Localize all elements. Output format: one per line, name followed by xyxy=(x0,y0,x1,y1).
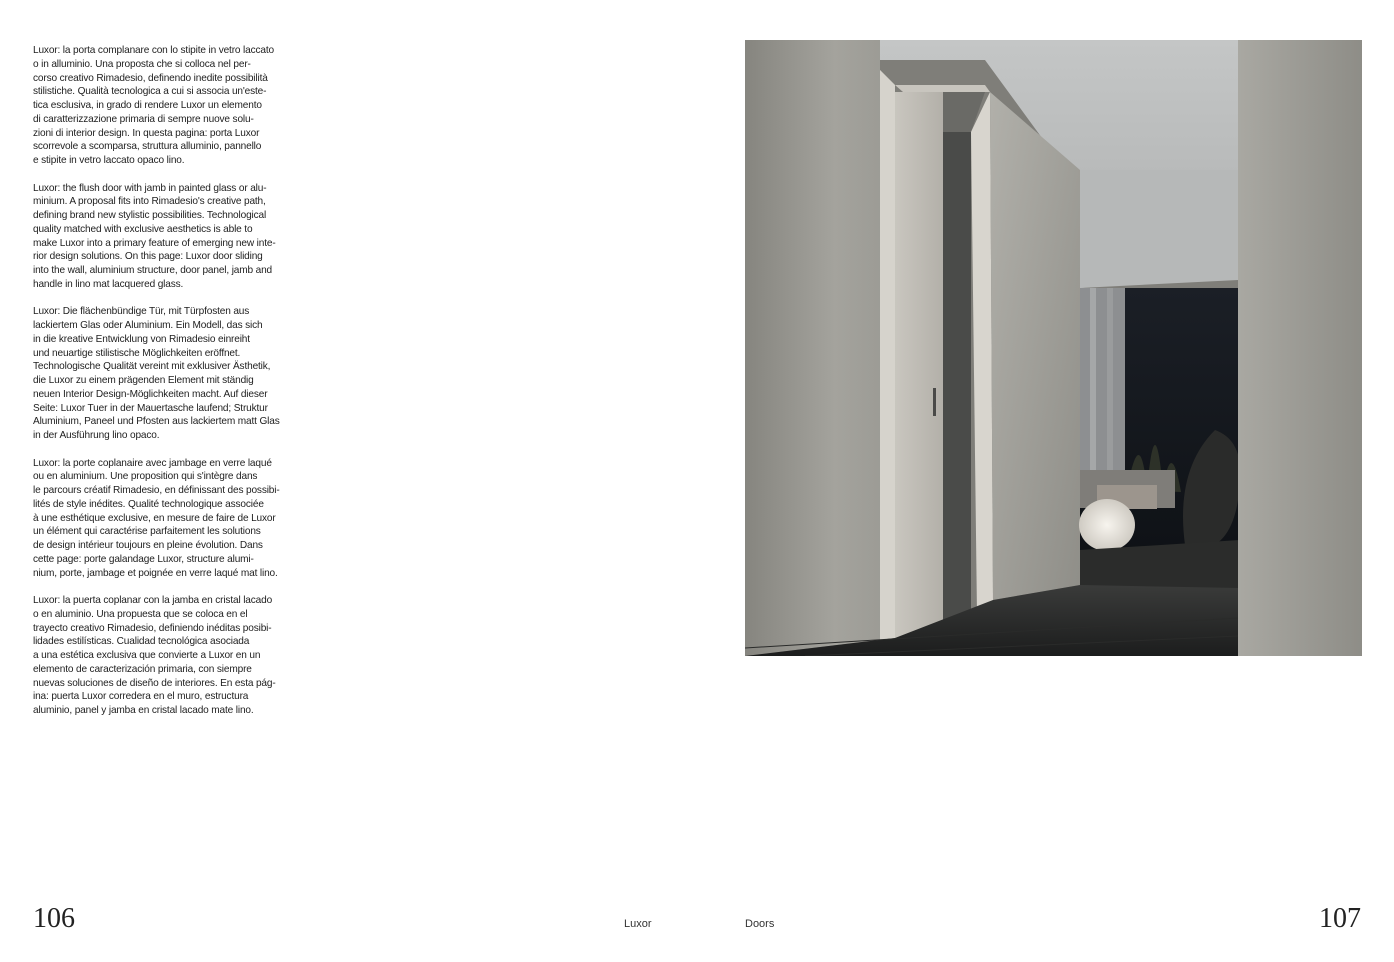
paragraph-line: defining brand new stylistic possibilities. Technological xyxy=(33,210,267,221)
body-paragraph-es xyxy=(33,594,281,718)
paragraph-line: à une esthétique exclusive, en mesure de faire de Luxor xyxy=(33,512,276,524)
paragraph-line: trayecto creativo Rimadesio, definiendo inéditas posibi- xyxy=(33,622,272,634)
paragraph-line: minium. A proposal fits into Rimadesio's creative path, xyxy=(33,196,266,208)
paragraph-line: un élément qui caractérise parfaitement les solutions xyxy=(33,526,261,538)
paragraph-line: make Luxor into a primary feature of emerging new inte- xyxy=(33,237,276,249)
body-paragraph-de xyxy=(33,305,281,443)
paragraph-line: Luxor: la porta complanare con lo stipite in vetro laccato xyxy=(33,45,274,56)
paragraph-line: Luxor: la puerta coplanar con la jamba en cristal lacado xyxy=(33,595,273,606)
paragraph-line: Luxor: la porte coplanaire avec jambage en verre laqué xyxy=(33,457,272,469)
paragraph-line: a una estética exclusiva que convierte a Luxor en un xyxy=(33,650,261,661)
paragraph-line: in die kreative Entwicklung von Rimadesio einreiht xyxy=(33,333,250,345)
paragraph-line: elemento de caracterización primaria, con siempre xyxy=(33,663,252,675)
body-paragraph-it xyxy=(33,44,281,168)
paragraph-line: nium, porte, jambage et poignée en verre laqué mat lino. xyxy=(33,567,278,579)
paragraph-line: Luxor: Die flächenbündige Tür, mit Türpfosten aus xyxy=(33,306,250,318)
product-photo xyxy=(745,40,1362,656)
paragraph-line: de design intérieur toujours en pleine évolution. Dans xyxy=(33,540,263,551)
paragraph-line: lidades estilísticas. Cualidad tecnológica asociada xyxy=(33,636,250,648)
paragraph-line: handle in lino mat lacquered glass. xyxy=(33,278,184,290)
paragraph-line: di caratterizzazione primaria di sempre nuove solu- xyxy=(33,113,254,125)
paragraph-line: le parcours créatif Rimadesio, en définissant des possibi- xyxy=(33,485,280,496)
paragraph-line: rior design solutions. On this page: Luxor door sliding xyxy=(33,251,263,263)
body-paragraph-fr xyxy=(33,457,281,581)
paragraph-line: lités de style inédites. Qualité technologique associée xyxy=(33,498,264,510)
paragraph-line: tica esclusiva, in grado di rendere Luxor un elemento xyxy=(33,100,262,111)
paragraph-line: quality matched with exclusive aesthetics is able to xyxy=(33,223,253,235)
interior-scene-illustration xyxy=(745,40,1362,656)
running-footer-section: Doors xyxy=(745,918,775,930)
paragraph-line: cette page: porte galandage Luxor, structure alumi- xyxy=(33,553,254,565)
paragraph-line: ou en aluminium. Une proposition qui s'intègre dans xyxy=(33,471,258,483)
paragraph-line: stilistiche. Qualità tecnologica a cui si associa un'este- xyxy=(33,86,267,98)
paragraph-line: scorrevole a scomparsa, struttura alluminio, pannello xyxy=(33,141,262,153)
paragraph-line: o in alluminio. Una proposta che si colloca nel per- xyxy=(33,58,251,70)
paragraph-line: Aluminium, Paneel und Pfosten aus lackiertem matt Glas xyxy=(33,416,280,428)
page-number-right: 107 xyxy=(1319,903,1361,934)
paragraph-line: o en aluminio. Una propuesta que se coloca en el xyxy=(33,608,248,620)
paragraph-line: und neuartige stilistische Möglichkeiten eröffnet. xyxy=(33,347,241,359)
running-footer-product: Luxor xyxy=(624,918,652,930)
paragraph-line: lackiertem Glas oder Aluminium. Ein Modell, das sich xyxy=(33,320,263,331)
paragraph-line: nuevas soluciones de diseño de interiores. En esta pág- xyxy=(33,677,276,689)
paragraph-line: in der Ausführung lino opaco. xyxy=(33,430,160,441)
paragraph-line: neuen Interior Design-Möglichkeiten macht. Auf dieser xyxy=(33,388,268,400)
body-paragraph-en xyxy=(33,182,281,292)
paragraph-line: die Luxor zu einem prägenden Element mit ständig xyxy=(33,375,254,386)
paragraph-line: into the wall, aluminium structure, door panel, jamb and xyxy=(33,265,273,276)
paragraph-line: aluminio, panel y jamba en cristal lacado mate lino. xyxy=(33,705,254,716)
paragraph-line: Seite: Luxor Tuer in der Mauertasche laufend; Struktur xyxy=(33,402,268,414)
paragraph-line: e stipite in vetro laccato opaco lino. xyxy=(33,155,185,166)
paragraph-line: ina: puerta Luxor corredera en el muro, estructura xyxy=(33,691,249,703)
text-column xyxy=(33,44,281,732)
page-number-left: 106 xyxy=(33,903,75,934)
paragraph-line: Technologische Qualität vereint mit exklusiver Ästhetik, xyxy=(33,361,271,373)
paragraph-line: corso creativo Rimadesio, definendo inedite possibilità xyxy=(33,72,268,84)
paragraph-line: Luxor: the flush door with jamb in painted glass or alu- xyxy=(33,182,267,194)
paragraph-line: zioni di interior design. In questa pagina: porta Luxor xyxy=(33,127,260,139)
